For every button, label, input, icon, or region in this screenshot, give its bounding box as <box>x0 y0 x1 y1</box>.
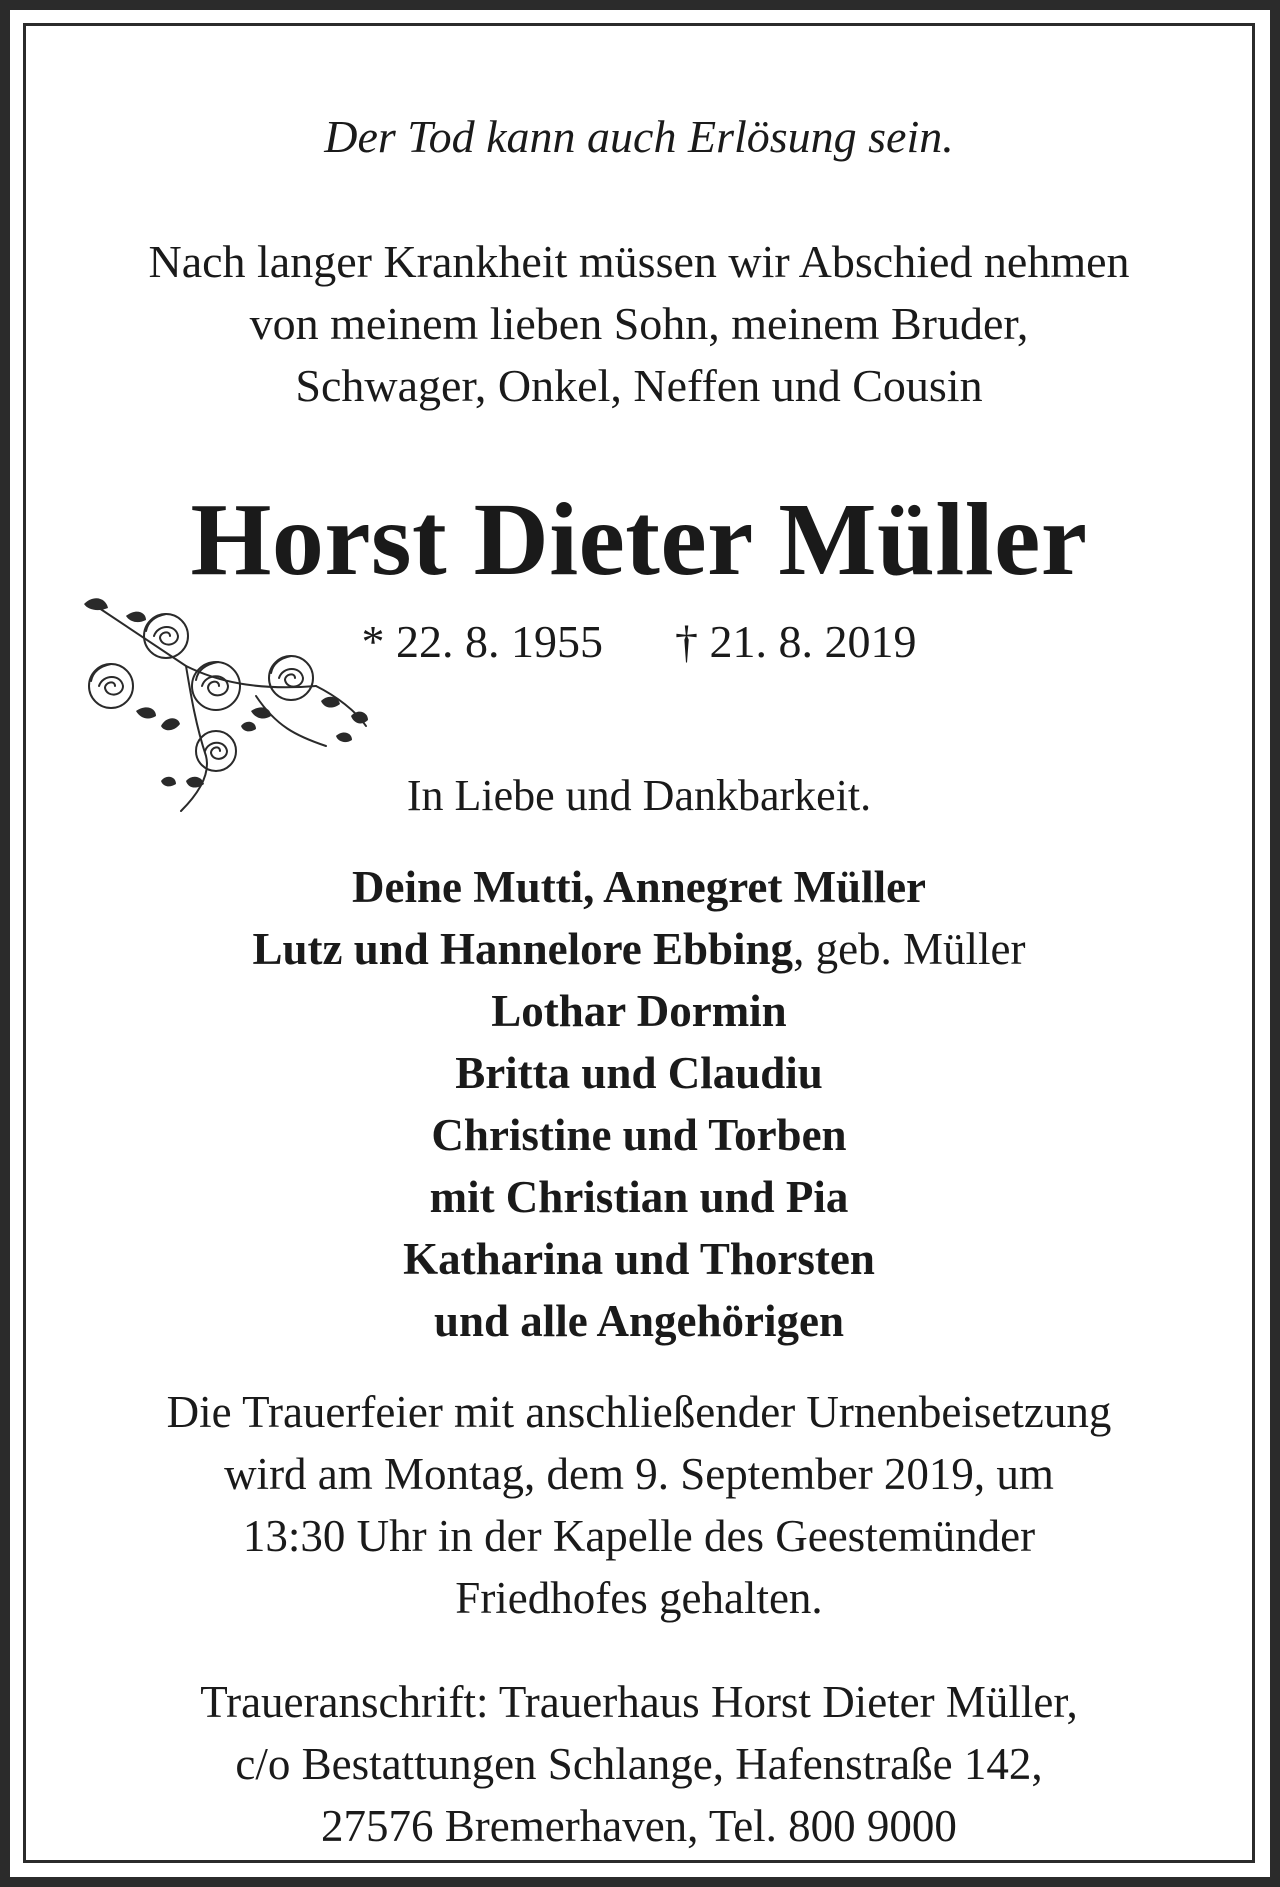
family-list <box>26 856 1252 1352</box>
intro-text <box>26 231 1252 417</box>
ceremony-line: Friedhofes gehalten. <box>455 1573 823 1623</box>
ceremony-info <box>26 1381 1252 1629</box>
death-date: † 21. 8. 2019 <box>675 616 917 667</box>
family-member: Lutz und Hannelore Ebbing <box>252 924 794 974</box>
family-member: Lothar Dormin <box>491 986 787 1036</box>
intro-line: von meinem lieben Sohn, meinem Bruder, <box>249 298 1029 349</box>
motto: Der Tod kann auch Erlösung sein. <box>324 111 954 162</box>
ceremony-line: Die Trauerfeier mit anschließender Urnenbeisetzung <box>166 1387 1112 1437</box>
ceremony-line: 13:30 Uhr in der Kapelle des Geestemünder <box>242 1511 1036 1561</box>
address-line: Traueranschrift: Trauerhaus Horst Dieter Müller, <box>200 1677 1078 1727</box>
family-member-note: , geb. Müller <box>793 924 1026 974</box>
family-member: Katharina und Thorsten <box>403 1234 875 1284</box>
address-line: c/o Bestattungen Schlange, Hafenstraße 142, <box>235 1739 1043 1789</box>
address-line: 27576 Bremerhaven, Tel. 800 9000 <box>321 1801 957 1851</box>
life-dates <box>26 616 1252 667</box>
obituary-notice <box>26 26 1252 1860</box>
thanks-line: In Liebe und Dankbarkeit. <box>406 771 872 820</box>
intro-line: Schwager, Onkel, Neffen und Cousin <box>295 360 983 411</box>
family-member: und alle Angehörigen <box>433 1296 845 1346</box>
family-member: Christine und Torben <box>431 1110 847 1160</box>
family-member: Deine Mutti, Annegret Müller <box>351 862 927 912</box>
deceased-name: Horst Dieter Müller <box>190 482 1088 597</box>
mourning-address <box>26 1671 1252 1857</box>
intro-line: Nach langer Krankheit müssen wir Abschied nehmen <box>148 236 1130 287</box>
ceremony-line: wird am Montag, dem 9. September 2019, um <box>224 1449 1054 1499</box>
family-member: mit Christian und Pia <box>429 1172 849 1222</box>
birth-date: * 22. 8. 1955 <box>361 616 603 667</box>
family-member: Britta und Claudiu <box>455 1048 823 1098</box>
